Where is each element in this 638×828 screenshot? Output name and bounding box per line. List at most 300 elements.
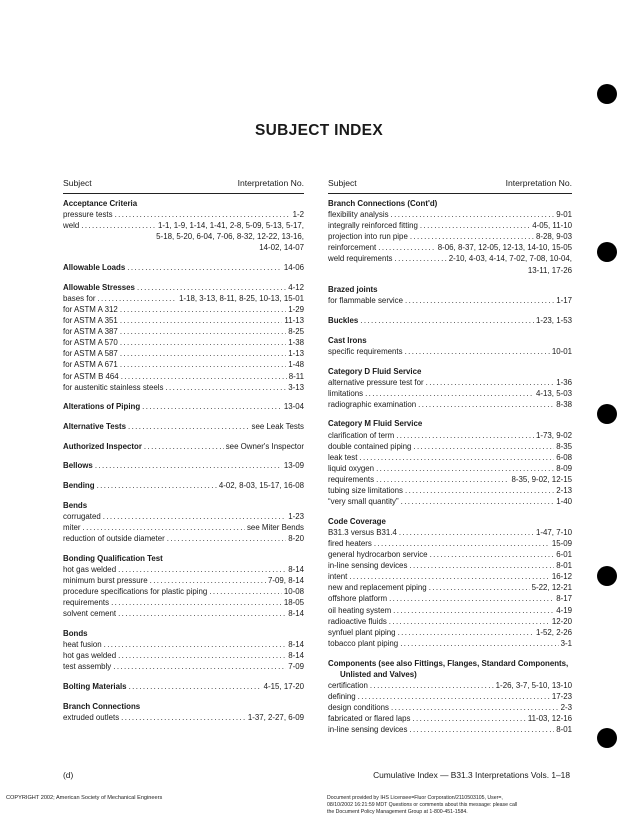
entry-text: new and replacement piping xyxy=(328,583,427,593)
dot-leader xyxy=(426,377,555,388)
left-index-column xyxy=(63,198,304,731)
index-heading: Components (see also Fittings, Flanges, Standard Components, xyxy=(328,658,569,668)
interpretation-refs: 14-06 xyxy=(283,263,304,273)
dot-leader xyxy=(128,421,249,432)
entry-text: for ASTM A 671 xyxy=(63,360,118,370)
dot-leader xyxy=(349,571,550,582)
index-group xyxy=(328,418,572,507)
dot-leader xyxy=(412,713,525,724)
interpretation-refs: 8-35, 9-02, 12-15 xyxy=(511,474,572,484)
entry-text: offshore platform xyxy=(328,594,388,604)
index-entry xyxy=(328,474,572,485)
index-entry xyxy=(63,382,304,393)
entry-text: in-line sensing devices xyxy=(328,725,408,735)
index-heading: Cast Irons xyxy=(328,335,367,345)
dot-leader xyxy=(409,560,554,571)
index-heading: Bellows xyxy=(63,461,93,471)
index-entry xyxy=(328,713,572,724)
dot-leader xyxy=(103,511,286,522)
index-entry xyxy=(63,293,304,304)
dot-leader xyxy=(389,616,550,627)
index-group xyxy=(63,421,304,432)
index-heading: Code Coverage xyxy=(328,516,386,526)
dot-leader xyxy=(127,262,282,273)
dot-leader xyxy=(396,430,534,441)
index-group xyxy=(63,282,304,393)
interpretation-refs: 8-09 xyxy=(556,463,572,473)
interpretation-refs: 8-20 xyxy=(288,534,304,543)
dot-leader xyxy=(389,593,554,604)
index-entry xyxy=(328,582,572,593)
index-heading: Acceptance Criteria xyxy=(63,199,138,208)
index-entry xyxy=(328,560,572,571)
dot-leader xyxy=(137,282,286,293)
copyright-notice: COPYRIGHT 2002; American Society of Mechanical Engineers xyxy=(6,795,163,801)
dot-leader xyxy=(405,295,554,306)
dot-leader xyxy=(120,304,286,315)
dot-leader xyxy=(113,661,286,672)
index-group xyxy=(63,198,304,253)
index-entry xyxy=(63,220,304,231)
entry-text: for ASTM B 464 xyxy=(63,371,119,381)
entry-text: B31.3 versus B31.4 xyxy=(328,527,397,537)
index-entry xyxy=(328,388,572,399)
interpretation-refs: 6-01 xyxy=(556,550,572,560)
index-entry xyxy=(63,639,304,650)
index-heading: Bonds xyxy=(63,628,88,638)
index-entry xyxy=(328,315,572,326)
entry-text: bases for xyxy=(63,293,96,303)
binder-hole xyxy=(597,404,617,424)
entry-text: “very small quantity” xyxy=(328,497,399,507)
index-entry xyxy=(328,593,572,604)
interpretation-refs: 1-37, 2-27, 6-09 xyxy=(247,712,304,722)
index-entry xyxy=(328,605,572,616)
interpretation-refs: 4-13, 5-03 xyxy=(536,388,572,398)
index-entry xyxy=(328,724,572,735)
interpretation-refs: 10-01 xyxy=(551,346,572,356)
index-entry xyxy=(63,359,304,370)
index-entry xyxy=(63,712,304,723)
interpretation-refs: see Leak Tests xyxy=(251,421,304,431)
index-entry xyxy=(328,571,572,582)
dot-leader xyxy=(374,538,550,549)
index-entry xyxy=(63,304,304,315)
entry-text: synfuel plant piping xyxy=(328,627,396,637)
entry-text: minimum burst pressure xyxy=(63,575,148,585)
page-title: SUBJECT INDEX xyxy=(255,122,383,139)
index-entry xyxy=(63,597,304,608)
index-group xyxy=(63,460,304,471)
interpretation-refs: 1-23 xyxy=(288,511,304,521)
interpretation-refs: 1-29 xyxy=(288,304,304,314)
dot-leader xyxy=(111,597,282,608)
dot-leader xyxy=(409,724,554,735)
dot-leader xyxy=(370,680,494,691)
index-heading: Bonding Qualification Test xyxy=(63,553,163,563)
index-entry xyxy=(328,485,572,496)
refs-continued: 5-18, 5-20, 6-04, 7-06, 8-32, 12-22, 13-16, xyxy=(156,232,304,242)
interpretation-refs: 1-40 xyxy=(556,497,572,507)
interpretation-refs: 4-02, 8-03, 15-17, 16-08 xyxy=(218,481,304,491)
page-number: (d) xyxy=(63,770,74,780)
entry-text: flexibility analysis xyxy=(328,210,389,220)
entry-text: intent xyxy=(328,572,348,582)
dot-leader xyxy=(430,549,555,560)
dot-leader xyxy=(120,337,286,348)
index-heading: Buckles xyxy=(328,316,359,326)
index-entry xyxy=(328,702,572,713)
entry-text: heat fusion xyxy=(63,639,102,649)
dot-leader xyxy=(120,326,286,337)
index-group xyxy=(328,198,572,276)
interpretation-refs: 13-09 xyxy=(283,461,304,471)
dot-leader xyxy=(413,441,554,452)
interpretation-refs: 17-23 xyxy=(551,691,572,701)
notice-line: 08/10/2002 16:21:59 MDT Questions or comments about this message: please call xyxy=(327,801,518,808)
index-entry xyxy=(63,608,304,619)
entry-text: tubing size limitations xyxy=(328,486,403,496)
entry-text: weld xyxy=(63,221,80,231)
index-group xyxy=(63,628,304,672)
index-entry xyxy=(328,231,572,242)
dot-leader xyxy=(209,586,282,597)
index-entry xyxy=(328,253,572,264)
index-group xyxy=(63,681,304,692)
interpretation-header: Interpretation No. xyxy=(237,178,304,188)
interpretation-refs: 8-25 xyxy=(288,327,304,337)
binder-hole xyxy=(597,728,617,748)
dot-leader xyxy=(376,463,554,474)
dot-leader xyxy=(410,231,534,242)
dot-leader xyxy=(418,399,554,410)
index-heading: Allowable Loads xyxy=(63,263,126,273)
index-entry xyxy=(63,282,304,293)
interpretation-refs: 10-08 xyxy=(283,586,304,596)
index-entry xyxy=(63,522,304,533)
right-column-header xyxy=(328,178,572,194)
entry-text: fired heaters xyxy=(328,539,372,548)
index-entry xyxy=(328,680,572,691)
dot-leader xyxy=(399,527,534,538)
index-heading: Brazed joints xyxy=(328,285,378,295)
entry-text: for ASTM A 351 xyxy=(63,316,118,326)
interpretation-refs: 6-08 xyxy=(556,452,572,462)
index-entry xyxy=(328,627,572,638)
interpretation-refs: 8-11 xyxy=(288,371,304,381)
interpretation-refs: 8-01 xyxy=(556,725,572,735)
dot-leader xyxy=(83,522,245,533)
dot-leader xyxy=(120,359,286,370)
entry-text: test assembly xyxy=(63,662,112,672)
dot-leader xyxy=(165,382,286,393)
index-entry xyxy=(63,371,304,382)
index-heading: Allowable Stresses xyxy=(63,282,135,292)
interpretation-refs: 4-19 xyxy=(556,605,572,615)
interpretation-refs: 4-05, 11-10 xyxy=(532,221,572,231)
entry-text: tobacco plant piping xyxy=(328,638,399,648)
entry-text: reduction of outside diameter xyxy=(63,534,165,543)
index-entry xyxy=(328,691,572,702)
dot-leader xyxy=(97,480,217,491)
binder-hole xyxy=(597,566,617,586)
interpretation-refs: 8-14 xyxy=(288,564,304,574)
binder-hole xyxy=(597,84,617,104)
entry-text: specific requirements xyxy=(328,346,403,356)
dot-leader xyxy=(394,253,446,264)
index-group xyxy=(63,401,304,412)
interpretation-refs: 8-17 xyxy=(556,594,572,604)
index-group xyxy=(63,500,304,544)
dot-leader xyxy=(400,638,558,649)
interpretation-refs: 1-47, 7-10 xyxy=(536,527,572,537)
index-entry xyxy=(63,326,304,337)
interpretation-refs: 8-14 xyxy=(288,651,304,661)
entry-text: fabricated or flared laps xyxy=(328,714,411,723)
index-entry xyxy=(63,441,304,452)
index-entry xyxy=(328,496,572,507)
interpretation-refs: see Miter Bends xyxy=(246,522,304,532)
index-entry xyxy=(328,295,572,306)
notice-line: Document provided by IHS Licensee=Fluor Corporation/2110503105, User=, xyxy=(327,795,503,801)
index-entry xyxy=(328,463,572,474)
entry-text: liquid oxygen xyxy=(328,463,375,473)
entry-text: hot gas welded xyxy=(63,651,117,661)
index-entry xyxy=(63,661,304,672)
dot-leader xyxy=(393,605,554,616)
index-entry xyxy=(63,575,304,586)
interpretation-refs: 7-09 xyxy=(288,662,304,672)
interpretation-refs: 2-10, 4-03, 4-14, 7-02, 7-08, 10-04, xyxy=(448,254,572,264)
interpretation-refs: 11-13 xyxy=(284,316,304,326)
interpretation-refs: 8-35 xyxy=(556,441,572,451)
dot-leader xyxy=(420,220,530,231)
entry-text: for austenitic stainless steels xyxy=(63,382,164,392)
entry-text: for ASTM A 387 xyxy=(63,327,118,337)
dot-leader xyxy=(391,209,555,220)
entry-text: integrally reinforced fitting xyxy=(328,221,418,231)
interpretation-refs: 2-13 xyxy=(556,486,572,496)
entry-text: requirements xyxy=(328,474,375,484)
entry-text: solvent cement xyxy=(63,609,117,619)
index-entry xyxy=(63,460,304,471)
index-heading: Bending xyxy=(63,481,95,491)
entry-text: hot gas welded xyxy=(63,564,117,574)
dot-leader xyxy=(120,348,286,359)
entry-text: radiographic examination xyxy=(328,399,417,409)
entry-text: requirements xyxy=(63,598,110,608)
index-entry xyxy=(63,480,304,491)
interpretation-refs: 8-06, 8-37, 12-05, 12-13, 14-10, 15-05 xyxy=(437,243,572,253)
dot-leader xyxy=(118,564,286,575)
entry-text: miter xyxy=(63,522,81,532)
interpretation-refs: 13-04 xyxy=(283,402,304,412)
interpretation-refs: 18-05 xyxy=(283,598,304,608)
index-entry xyxy=(328,527,572,538)
interpretation-refs: 1-2 xyxy=(292,210,304,220)
interpretation-refs: 1-18, 3-13, 8-11, 8-25, 10-13, 15-01 xyxy=(179,293,304,303)
license-notice xyxy=(327,795,577,815)
dot-leader xyxy=(121,712,246,723)
entry-text: alternative pressure test for xyxy=(328,377,424,387)
interpretation-refs: 1-26, 3-7, 5-10, 13-10 xyxy=(495,680,572,690)
interpretation-refs: 16-12 xyxy=(551,572,572,582)
index-entry xyxy=(328,616,572,627)
refs-continued: 14-02, 14-07 xyxy=(259,243,304,253)
index-heading: Bends xyxy=(63,500,88,510)
interpretation-refs: 7-09, 8-14 xyxy=(268,575,304,585)
left-column-header xyxy=(63,178,304,194)
interpretation-refs: 8-28, 9-03 xyxy=(536,232,572,242)
dot-leader xyxy=(359,452,554,463)
index-heading: Branch Connections xyxy=(63,701,141,711)
index-group xyxy=(328,315,572,326)
dot-leader xyxy=(150,575,266,586)
interpretation-refs: 15-09 xyxy=(551,539,572,548)
dot-leader xyxy=(115,209,291,220)
interpretation-refs: 5-22, 12-21 xyxy=(531,583,572,593)
entry-text: pressure tests xyxy=(63,210,113,220)
index-entry xyxy=(63,421,304,432)
interpretation-refs: 1-48 xyxy=(288,360,304,370)
index-entry xyxy=(63,337,304,348)
refs-continued: 13-11, 17-26 xyxy=(527,265,572,275)
dot-leader xyxy=(97,293,177,304)
index-entry xyxy=(328,441,572,452)
interpretation-refs: 3-13 xyxy=(288,382,304,392)
index-group xyxy=(328,335,572,357)
index-entry xyxy=(63,315,304,326)
index-group xyxy=(328,284,572,306)
entry-text: projection into run pipe xyxy=(328,232,408,242)
index-entry xyxy=(63,262,304,273)
binder-hole xyxy=(597,242,617,262)
index-heading: Branch Connections (Cont'd) xyxy=(328,199,438,208)
subject-header: Subject xyxy=(328,178,357,188)
index-entry xyxy=(63,348,304,359)
dot-leader xyxy=(358,691,550,702)
entry-text: for ASTM A 570 xyxy=(63,338,118,348)
dot-leader xyxy=(167,533,286,544)
index-group xyxy=(328,658,572,736)
dot-leader xyxy=(120,315,283,326)
entry-text: radioactive fluids xyxy=(328,616,387,626)
entry-text: oil heating system xyxy=(328,605,392,615)
entry-text: for ASTM A 312 xyxy=(63,304,118,314)
dot-leader xyxy=(144,441,224,452)
index-heading: Bolting Materials xyxy=(63,681,127,691)
dot-leader xyxy=(118,650,286,661)
dot-leader xyxy=(95,460,282,471)
index-entry xyxy=(63,533,304,544)
index-entry xyxy=(328,538,572,549)
index-group xyxy=(328,366,572,410)
index-entry xyxy=(328,209,572,220)
index-group xyxy=(63,441,304,452)
entry-text: design conditions xyxy=(328,702,389,712)
entry-text: clarification of term xyxy=(328,430,395,440)
entry-text: reinforcement xyxy=(328,243,377,253)
dot-leader xyxy=(365,388,534,399)
interpretation-header: Interpretation No. xyxy=(505,178,572,188)
index-entry xyxy=(63,586,304,597)
dot-leader xyxy=(81,220,156,231)
right-index-column xyxy=(328,198,572,744)
index-entry xyxy=(63,401,304,412)
interpretation-refs: see Owner's Inspector xyxy=(225,441,304,451)
index-entry xyxy=(328,452,572,463)
entry-text: certification xyxy=(328,680,368,690)
dot-leader xyxy=(118,608,286,619)
dot-leader xyxy=(398,627,534,638)
dot-leader xyxy=(142,401,282,412)
entry-text: procedure specifications for plastic piping xyxy=(63,586,208,596)
index-entry xyxy=(63,564,304,575)
index-entry xyxy=(63,650,304,661)
interpretation-refs: 1-36 xyxy=(556,377,572,387)
entry-text: weld requirements xyxy=(328,254,393,264)
dot-leader xyxy=(405,346,550,357)
index-entry xyxy=(63,209,304,220)
dot-leader xyxy=(360,315,534,326)
index-entry xyxy=(328,346,572,357)
interpretation-refs: 1-52, 2-26 xyxy=(536,627,572,637)
entry-text: leak test xyxy=(328,452,358,462)
interpretation-refs: 2-3 xyxy=(560,702,572,712)
index-group xyxy=(63,553,304,620)
index-entry xyxy=(63,681,304,692)
dot-leader xyxy=(429,582,530,593)
index-heading: Category M Fluid Service xyxy=(328,419,423,429)
index-entry xyxy=(328,638,572,649)
notice-line: the Document Policy Management Group at 1-800-451-1584. xyxy=(327,808,468,815)
interpretation-refs: 1-23, 1-53 xyxy=(536,316,572,326)
interpretation-refs: 1-1, 1-9, 1-14, 1-41, 2-8, 5-09, 5-13, 5-17, xyxy=(157,221,304,231)
dot-leader xyxy=(129,681,262,692)
index-heading: Alterations of Piping xyxy=(63,402,141,412)
entry-text: corrugated xyxy=(63,511,101,521)
interpretation-refs: 1-73, 9-02 xyxy=(536,430,572,440)
dot-leader xyxy=(378,242,436,253)
index-entry xyxy=(328,399,572,410)
index-heading: Authorized Inspector xyxy=(63,441,142,451)
interpretation-refs: 8-14 xyxy=(288,609,304,619)
dot-leader xyxy=(405,485,554,496)
index-entry xyxy=(63,511,304,522)
index-group xyxy=(328,516,572,649)
dot-leader xyxy=(104,639,287,650)
entry-text: double contained piping xyxy=(328,441,412,451)
index-entry xyxy=(328,377,572,388)
index-entry xyxy=(328,220,572,231)
interpretation-refs: 1-38 xyxy=(288,338,304,348)
entry-text: for ASTM A 587 xyxy=(63,349,118,359)
dot-leader xyxy=(376,474,509,485)
entry-text: in-line sensing devices xyxy=(328,561,408,571)
interpretation-refs: 3-1 xyxy=(560,638,572,648)
index-entry xyxy=(328,242,572,253)
subject-header: Subject xyxy=(63,178,92,188)
index-heading: Alternative Tests xyxy=(63,421,127,431)
interpretation-refs: 12-20 xyxy=(551,616,572,626)
entry-text: defining xyxy=(328,691,356,701)
index-entry xyxy=(328,549,572,560)
dot-leader xyxy=(121,371,287,382)
index-heading-continued: Unlisted and Valves) xyxy=(340,669,417,679)
interpretation-refs: 1-17 xyxy=(556,296,572,306)
footer-title: Cumulative Index — B31.3 Interpretations Vols. 1–18 xyxy=(373,770,570,780)
index-entry xyxy=(328,430,572,441)
